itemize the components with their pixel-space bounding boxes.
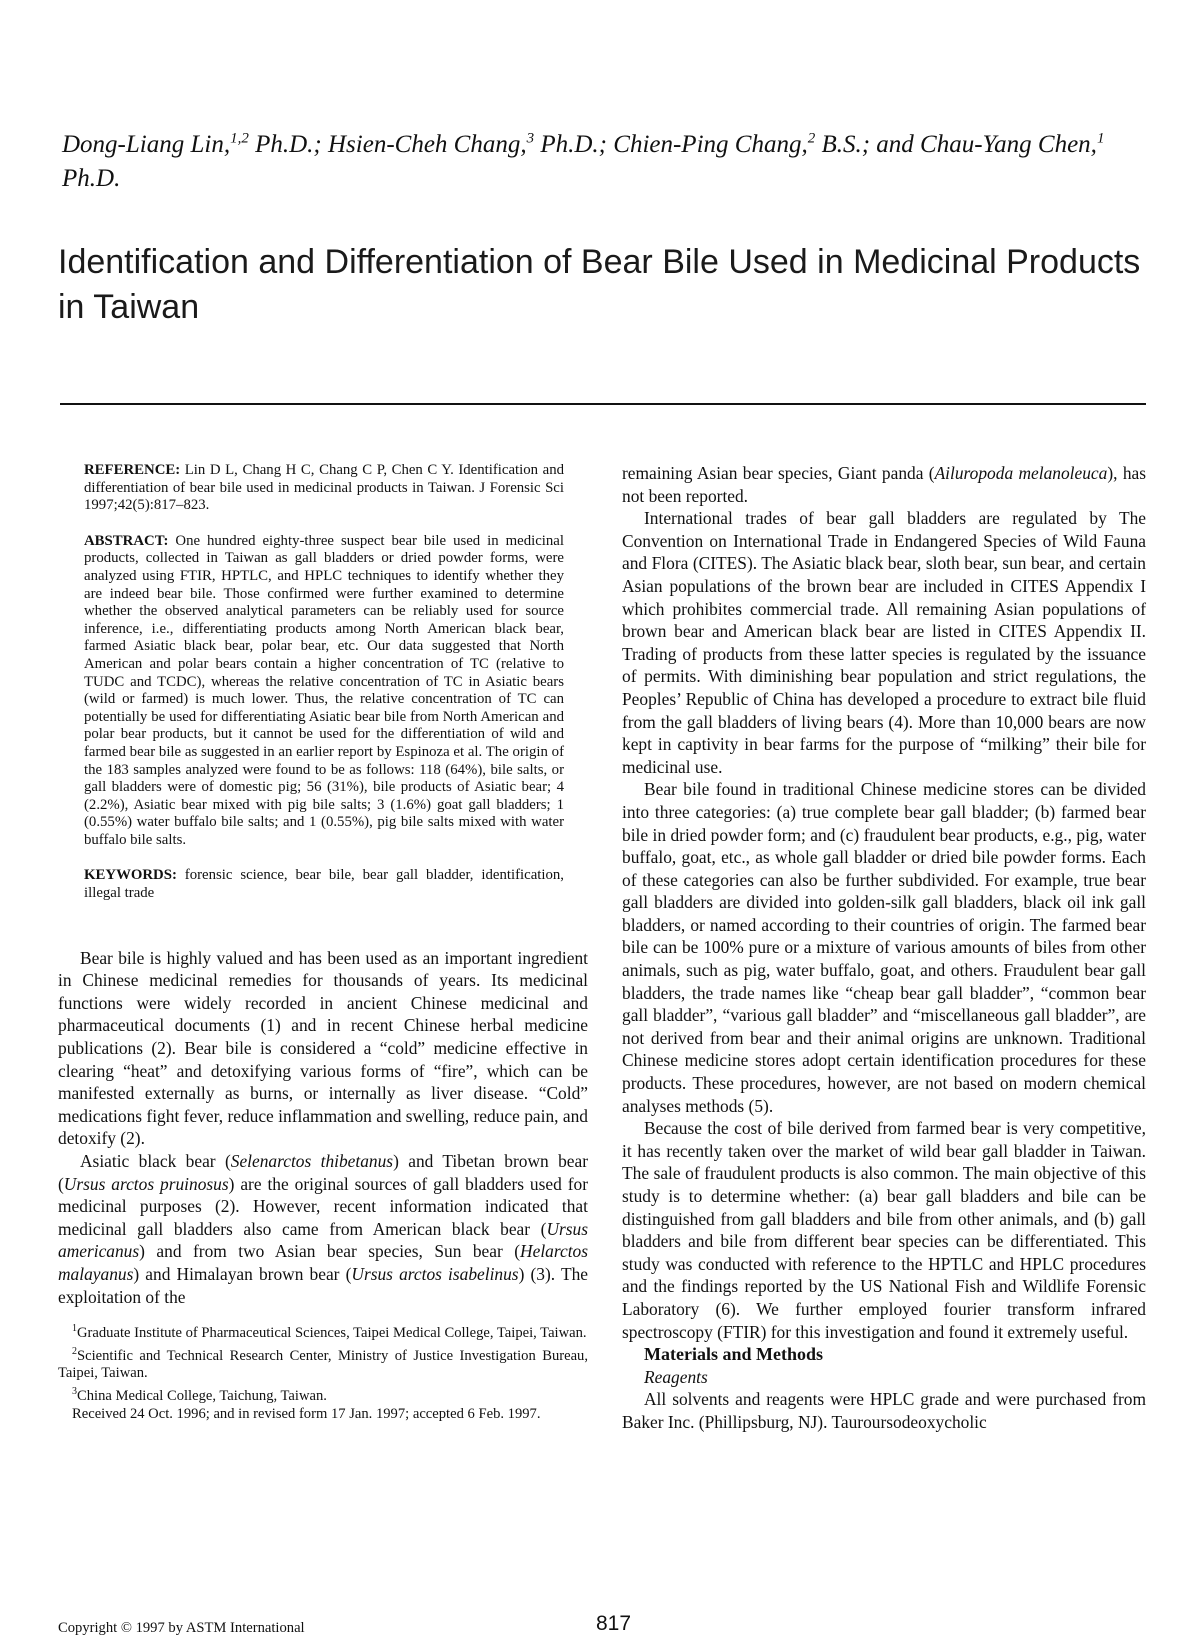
footnote-text: Scientific and Technical Research Center, Ministry of Justice Investigation Bureau, Taipei, Taiwan.: [58, 1347, 588, 1382]
affiliation-mark: 3: [526, 130, 535, 147]
text-run: ), has not been reported.: [622, 463, 1146, 506]
affiliation-mark: 2: [807, 130, 816, 147]
author-degree: Ph.D.;: [534, 131, 614, 158]
species-name: Ailuropoda melanoleuca: [934, 463, 1108, 483]
reference-text: Lin D L, Chang H C, Chang C P, Chen C Y. Identification and differentiation of bear bile used in medicinal products in Taiwan. J Forensic Sci 1997;42(5):817–823.: [84, 462, 564, 514]
body-paragraph: Bear bile is highly valued and has been used as an important ingredient in Chinese medicinal remedies for thousands of years. Its medicinal functions were widely recorded in ancient Chinese medicinal and pharmaceutical documents (1) and in recent Chinese herbal medicine publications (2). Bear bile is considered a “cold” medicine effective in clearing “heat” and detoxifying various forms of “fire”, which can be manifested externally as burns, or internally as liver disease. “Cold” medications fight fever, reduce inflammation and swelling, reduce pain, and detoxify (2).: [58, 947, 588, 1149]
author-name: Hsien-Cheh Chang,: [328, 131, 527, 158]
left-column: [58, 462, 588, 1424]
author-degree: B.S.; and Chau-Yang Chen,: [815, 131, 1097, 158]
copyright-notice: Copyright © 1997 by ASTM International: [58, 1620, 305, 1636]
abstract-label: ABSTRACT:: [84, 532, 169, 549]
text-run: ) and from two Asian bear species, Sun bear (: [139, 1241, 521, 1262]
affiliation-mark: 1,2: [230, 130, 249, 147]
keywords-text: forensic science, bear bile, bear gall bladder, identification, illegal trade: [84, 867, 564, 902]
body-paragraph: International trades of bear gall bladders are regulated by The Convention on International Trade in Endangered Species of Wild Fauna and Flora (CITES). The Asiatic black bear, sloth bear, sun bear, and certain Asian populations of the brown bear are included in CITES Appendix I which prohibites commercial trade. All remaining Asian populations of brown bear and American black bear are listed in CITES Appendix II. Trading of products from these latter species is regulated by the issuance of permits. With diminishing bear population and strict regulations, the Peoples’ Republic of China has developed a procedure to extract bile fluid from the gall bladders of living bears (4). More than 10,000 bears are now kept in captivity in bear farms for the purpose of “milking” their bile for medicinal use.: [622, 508, 1146, 777]
paper-title: Identification and Differentiation of Bear Bile Used in Medicinal Products in Taiwan: [58, 243, 1141, 326]
text-run: remaining Asian bear species, Giant panda (: [622, 463, 935, 483]
front-matter: [84, 462, 564, 903]
footnote-text: China Medical College, Taichung, Taiwan.: [77, 1388, 327, 1405]
title-divider: [60, 403, 1146, 405]
author-list: [62, 128, 1112, 196]
footnote: [58, 1383, 588, 1406]
species-name: Ursus arctos pruinosus: [63, 1173, 229, 1194]
text-run: Asiatic black bear (: [80, 1151, 231, 1171]
author-name: Dong-Liang Lin,: [62, 131, 231, 158]
footnote-mark: 1: [72, 1323, 77, 1335]
right-column: [622, 462, 1146, 1434]
affiliation-mark: 1: [1096, 130, 1105, 147]
body-paragraph: [58, 1150, 588, 1308]
body-paragraph: All solvents and reagents were HPLC grade and were purchased from Baker Inc. (Phillipsburg, NJ). Tauroursodeoxycholic: [622, 1389, 1146, 1432]
reference-label: REFERENCE:: [84, 462, 181, 478]
species-name: Ursus arctos isabelinus: [351, 1263, 519, 1284]
abstract-text: One hundred eighty-three suspect bear bile used in medicinal products, collected in Taiwan as gall bladders or dried powder forms, were analyzed using FTIR, HPTLC, and HPLC techniques to identify whether they are indeed bear bile. Those confirmed were further examined to determine whether the observed analytical parameters can be reliably used for source inference, i.e., differentiating products among North American black bear, farmed Asiatic black bear, polar bear, etc. Our data suggested that North American and polar bears contain a higher concentration of TC (relative to TUDC and TCDC), whereas the relative concentration of TC in Asiatic bears (wild or farmed) is much lower. Thus, the relative concentration of TC can potentially be used for differentiating Asiatic bear bile from North American and polar bear products, but it cannot be used for the differentiation of wild and farmed bear bile as suggested in an earlier report by Espinoza et al. The origin of the 183 samples analyzed were found to be as follows: 118 (64%), bile salts, or gall bladders were of domestic pig; 56 (31%), bile products of Asiatic bear; 4 (2.2%), Asiatic bear mixed with pig bile salts; 3 (1.6%) goat gall bladders; 1 (0.55%) water buffalo bile salts; and 1 (0.55%), pig bile salts mixed with water buffalo bile salts.: [84, 532, 564, 848]
species-name: Selenarctos thibetanus: [230, 1151, 394, 1171]
keywords-label: KEYWORDS:: [84, 867, 177, 884]
left-body-text: [58, 947, 588, 1309]
keywords-paragraph: [84, 867, 564, 902]
footnote: [58, 1343, 588, 1383]
text-run: ) and Himalayan brown bear (: [133, 1263, 352, 1284]
author-name: Chien-Ping Chang,: [613, 131, 808, 158]
species-name: Ursus americanus: [58, 1218, 588, 1262]
body-paragraph: Bear bile found in traditional Chinese medicine stores can be divided into three categories: (a) true complete bear gall bladder; (b) farmed bear bile in dried powder form; and (c) fraudulent bear products, e.g., pig, water buffalo, goat, etc., as whole gall bladder or dried bile powder forms. Each of these categories can also be further subdivided. For example, true bear gall bladders are divided into golden-silk gall bladders, black oil ink gall bladders, or named according to their countries of origin. The farmed bear bile can be 100% pure or a mixture of various amounts of biles from other animals, such as pig, water buffalo, goat, and others. Fraudulent bear gall bladders, the trade names like “cheap bear gall bladder”, “common bear gall bladder”, “various gall bladder” and “miscellaneous gall bladder”, are not derived from bear and their animal origins are unknown. Traditional Chinese medicine stores adopt certain identification procedures for these products. These procedures, however, are not based on modern chemical analyses methods (5).: [622, 779, 1146, 1116]
reference-paragraph: [84, 462, 564, 515]
right-body-text: [622, 462, 1146, 1434]
author-degree: Ph.D.: [62, 165, 121, 192]
species-name: Helarctos malayanus: [58, 1241, 588, 1284]
footnote-mark: 3: [72, 1386, 77, 1398]
footnotes: [58, 1320, 588, 1424]
section-heading: Materials and Methods: [644, 1344, 823, 1365]
footnote-text: Graduate Institute of Pharmaceutical Sciences, Taipei Medical College, Taipei, Taiwan.: [77, 1325, 587, 1342]
body-paragraph: [622, 462, 1146, 507]
text-run: ) (3). The exploitation of the: [58, 1263, 588, 1307]
author-degree: Ph.D.;: [248, 131, 328, 158]
received-dates: Received 24 Oct. 1996; and in revised form 17 Jan. 1997; accepted 6 Feb. 1997.: [72, 1405, 541, 1422]
text-run: ) are the original sources of gall bladders used for medicinal purposes (2). However, recent information indicated that medicinal gall bladders also came from American black bear (: [58, 1173, 588, 1239]
subsection-heading: Reagents: [644, 1366, 708, 1387]
body-paragraph: Because the cost of bile derived from farmed bear is very competitive, it has recently taken over the market of wild bear gall bladder in Taiwan. The sale of fraudulent products is also common. The main objective of this study is to determine whether: (a) bear gall bladders and bile can be distinguished from gall bladders and bile from other animals, and (b) gall bladders and bile from different bear species can be differentiated. This study was conducted with reference to the HPTLC and HPLC procedures and the findings reported by the US National Fish and Wildlife Forensic Laboratory (6). We further employed fourier transform infrared spectroscopy (FTIR) for this investigation and found it extremely useful.: [622, 1118, 1146, 1342]
footnote: [58, 1320, 588, 1343]
abstract-paragraph: [84, 533, 564, 850]
footnote-mark: 2: [72, 1345, 77, 1357]
page-number: 817: [596, 1612, 632, 1635]
text-run: ) and Tibetan brown bear (: [58, 1151, 589, 1194]
